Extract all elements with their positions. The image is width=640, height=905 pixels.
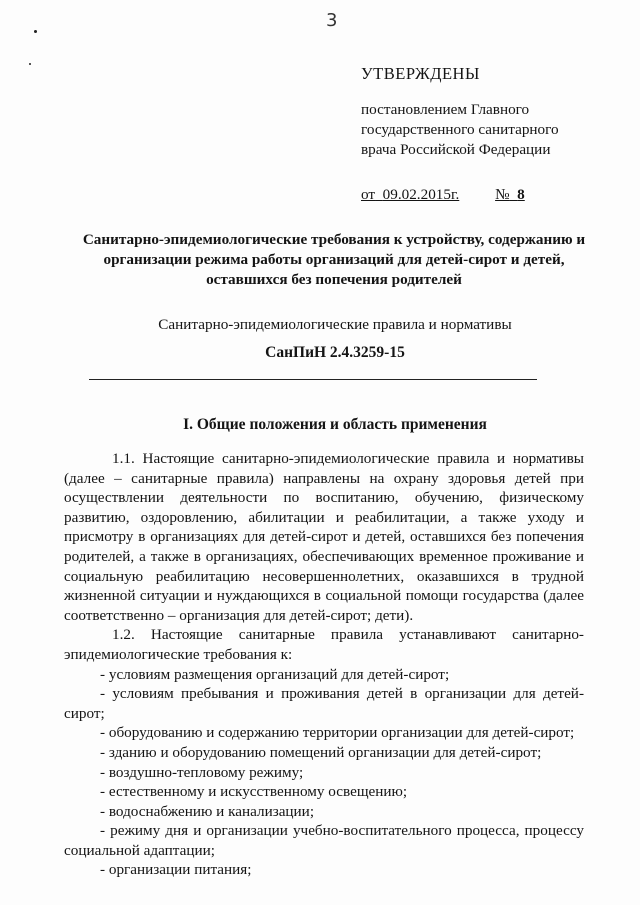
- approval-title: УТВЕРЖДЕНЫ: [361, 64, 480, 83]
- divider: [89, 379, 537, 380]
- document-title-line: Санитарно-эпидемиологические требования к устройству, содержанию и: [82, 231, 586, 248]
- document-title: [78, 230, 590, 290]
- rules-code: СанПиН 2.4.3259-15: [265, 344, 405, 361]
- scan-speck: [34, 30, 37, 33]
- approval-number: [495, 186, 525, 203]
- page-number: 3: [326, 10, 338, 31]
- approval-block: [361, 64, 621, 204]
- date-prefix: от: [361, 186, 376, 203]
- paragraph-1-1: 1.1. Настоящие санитарно-эпидемиологические правила и нормативы (далее – санитарные правила) направлены на охрану здоровья детей при осуществлении деятельности по воспитанию, обучению, физическому развитию, оздоровлению, абилитации и реабилитации, а также уходу и присмотру в организациях для детей-сирот и детей, оставшихся без попечения родителей, а также в организациях, обеспечивающих временное проживание и социальную реабилитацию несовершеннолетних, оказавшихся в трудной жизненной ситуации и нуждающихся в социальной помощи государства (далее соответственно – организация для детей-сирот; дети).: [64, 450, 584, 624]
- rules-type: Санитарно-эпидемиологические правила и нормативы: [158, 316, 512, 333]
- section-heading: I. Общие положения и область применения: [183, 416, 487, 433]
- approval-date-line: [361, 186, 621, 204]
- list-item: - режиму дня и организации учебно-воспитательного процесса, процессу социальной адаптации;: [64, 822, 584, 859]
- number-value: 8: [517, 186, 525, 203]
- approval-basis: [361, 100, 621, 160]
- approval-basis-line: государственного санитарного: [361, 121, 559, 138]
- list-item: - условиям размещения организаций для детей-сирот;: [100, 665, 450, 683]
- list-item: - оборудованию и содержанию территории организации для детей-сирот;: [100, 724, 575, 742]
- document-title-line: оставшихся без попечения родителей: [206, 271, 462, 288]
- document-title-line: организации режима работы организаций для детей-сирот и детей,: [103, 251, 565, 268]
- list-item: - воздушно-тепловому режиму;: [100, 763, 304, 781]
- approval-date: 09.02.2015г.: [382, 186, 460, 203]
- list-item: - условиям пребывания и проживания детей в организации для детей-сирот;: [64, 685, 584, 722]
- number-label: №: [495, 186, 510, 203]
- list-item: - организации питания;: [100, 861, 252, 879]
- scan-speck: [29, 63, 31, 65]
- approval-basis-line: постановлением Главного: [361, 101, 530, 118]
- list-item: - естественному и искусственному освещению;: [100, 783, 408, 801]
- body-text: [64, 449, 584, 880]
- approval-basis-line: врача Российской Федерации: [361, 141, 551, 158]
- paragraph-1-2: 1.2. Настоящие санитарные правила устанавливают санитарно-эпидемиологические требования к:: [64, 626, 584, 663]
- list-item: - водоснабжению и канализации;: [100, 802, 315, 820]
- list-item: - зданию и оборудованию помещений организации для детей-сирот;: [100, 743, 542, 761]
